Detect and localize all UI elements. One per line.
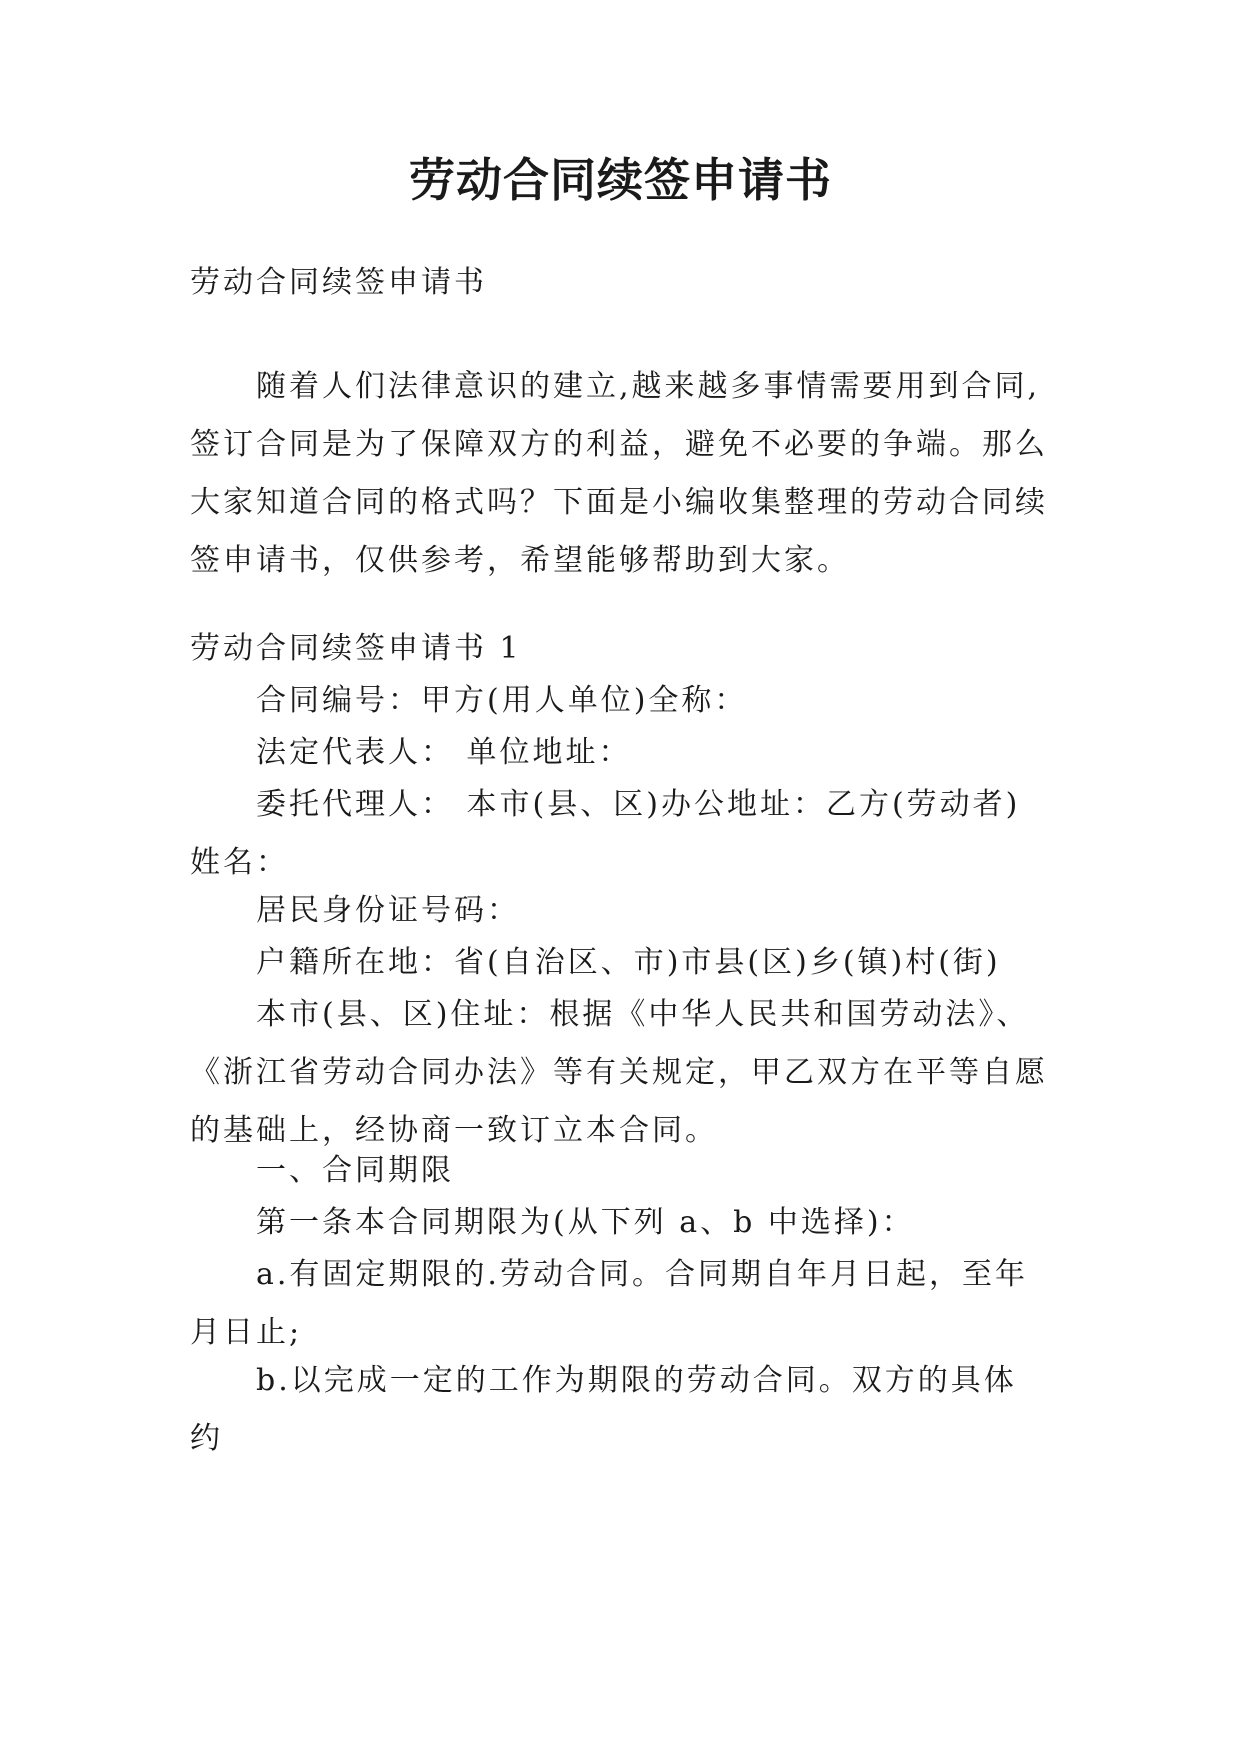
contract-number-line: 合同编号：甲方(用人单位)全称：: [256, 683, 748, 718]
document-title: 劳动合同续签申请书: [409, 153, 832, 207]
legal-representative-line: 法定代表人： 单位地址：: [256, 735, 632, 770]
option-b-paragraph: b.以完成一定的工作为期限的劳动合同。双方的具体约: [190, 1363, 1017, 1456]
article-one-line: 第一条本合同期限为(从下列 a、b 中选择)：: [256, 1205, 915, 1240]
id-number-line: 居民身份证号码：: [256, 893, 520, 928]
intro-paragraph: 随着人们法律意识的建立,越来越多事情需要用到合同,签订合同是为了保障双方的利益，避免不必要的争端。那么大家知道合同的格式吗？下面是小编收集整理的劳动合同续签申请书，仅供参考，希望能够帮助到大家。: [190, 369, 1048, 578]
household-registration-line: 户籍所在地：省(自治区、市)市县(区)乡(镇)村(街): [256, 945, 1001, 980]
section-contract-term-heading: 一、合同期限: [256, 1153, 454, 1188]
address-paragraph: 本市(县、区)住址：根据《中华人民共和国劳动法》、《浙江省劳动合同办法》等有关规定，甲乙双方在平等自愿的基础上，经协商一致订立本合同。: [190, 997, 1048, 1148]
option-a-paragraph: a.有固定期限的.劳动合同。合同期自年月日起，至年月日止;: [190, 1257, 1028, 1350]
document-subtitle: 劳动合同续签申请书: [190, 265, 487, 300]
agent-line: 委托代理人： 本市(县、区)办公地址：乙方(劳动者)姓名：: [190, 787, 1021, 880]
section-heading-1: 劳动合同续签申请书 1: [190, 631, 522, 666]
